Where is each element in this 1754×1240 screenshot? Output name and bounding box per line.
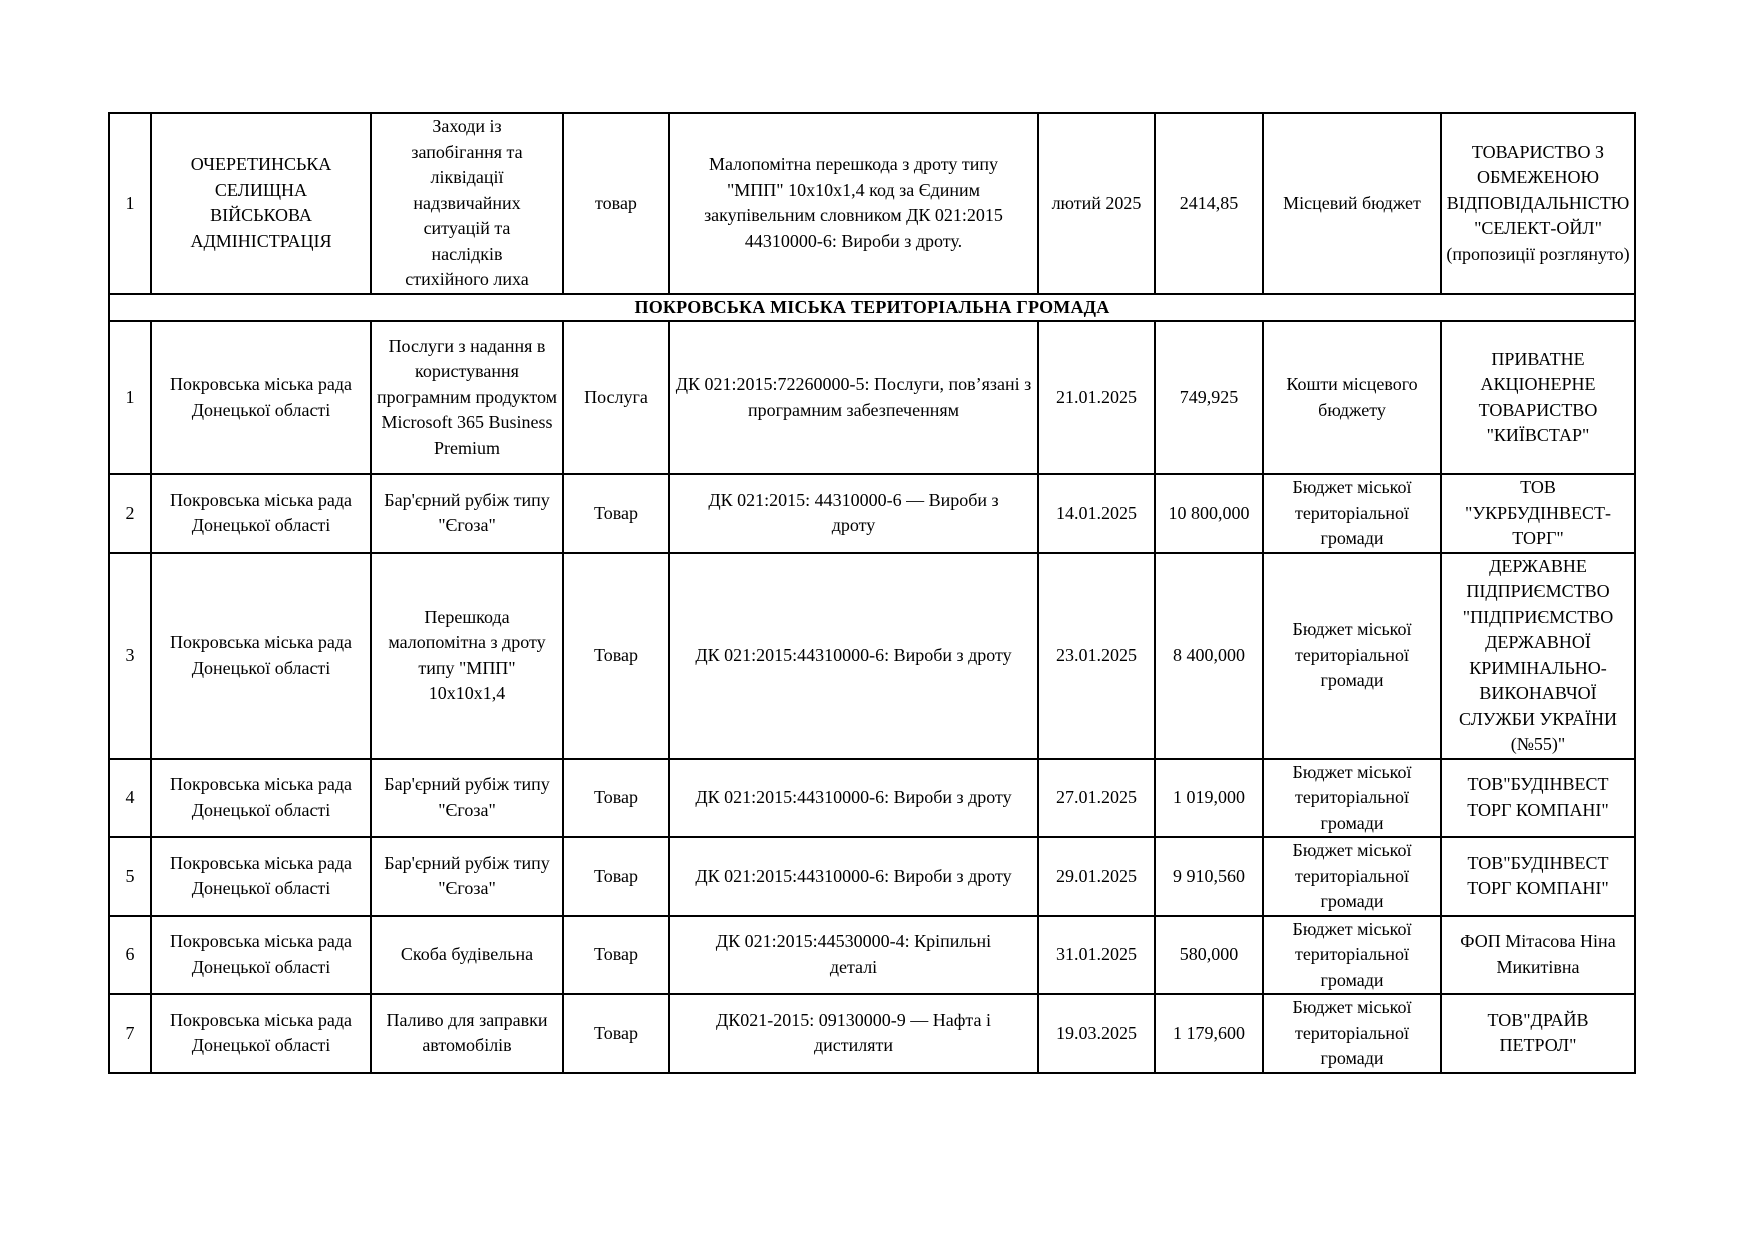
row-number: 1	[109, 321, 151, 474]
table-row	[109, 916, 1635, 995]
supplier-cell: ТОВ"БУДІНВЕСТ ТОРГ КОМПАНІ"	[1441, 837, 1635, 916]
type-cell: Товар	[563, 759, 669, 838]
source-cell: Бюджет міської територіальної громади	[1263, 994, 1441, 1073]
supplier-cell: ТОВ "УКРБУДІНВЕСТ-ТОРГ"	[1441, 474, 1635, 553]
purpose-cell: Послуги з надання в користування програмним продуктом Microsoft 365 Business Premium	[371, 321, 563, 474]
date-cell: 29.01.2025	[1038, 837, 1155, 916]
row-number: 7	[109, 994, 151, 1073]
document-page	[108, 112, 1634, 1074]
amount-cell: 749,925	[1155, 321, 1263, 474]
subject-cell: ДК 021:2015:44310000-6: Вироби з дроту	[669, 837, 1038, 916]
table-row	[109, 759, 1635, 838]
date-cell: 31.01.2025	[1038, 916, 1155, 995]
date-cell: 27.01.2025	[1038, 759, 1155, 838]
amount-cell: 9 910,560	[1155, 837, 1263, 916]
row-number: 4	[109, 759, 151, 838]
source-cell: Бюджет міської територіальної громади	[1263, 837, 1441, 916]
subject-cell: Малопомітна перешкода з дроту типу "МПП" 10х10х1,4 код за Єдиним закупівельним словником ДК 021:2015 44310000-6: Вироби з дроту.	[669, 113, 1038, 294]
type-cell: товар	[563, 113, 669, 294]
supplier-cell: ФОП Мітасова Ніна Микитівна	[1441, 916, 1635, 995]
supplier-cell: ДЕРЖАВНЕ ПІДПРИЄМСТВО "ПІДПРИЄМСТВО ДЕРЖАВНОЇ КРИМІНАЛЬНО-ВИКОНАВЧОЇ СЛУЖБИ УКРАЇНИ (№55)"	[1441, 553, 1635, 759]
customer-cell: Покровська міська рада Донецької області	[151, 553, 371, 759]
amount-cell: 2414,85	[1155, 113, 1263, 294]
date-cell: 23.01.2025	[1038, 553, 1155, 759]
source-cell: Бюджет міської територіальної громади	[1263, 553, 1441, 759]
section-row	[109, 294, 1635, 322]
supplier-cell: ТОВ"ДРАЙВ ПЕТРОЛ"	[1441, 994, 1635, 1073]
row-number: 3	[109, 553, 151, 759]
purpose-cell: Бар'єрний рубіж типу "Єгоза"	[371, 837, 563, 916]
supplier-cell: ПРИВАТНЕ АКЦІОНЕРНЕ ТОВАРИСТВО "КИЇВСТАР"	[1441, 321, 1635, 474]
customer-cell: Покровська міська рада Донецької області	[151, 994, 371, 1073]
source-cell: Бюджет міської територіальної громади	[1263, 759, 1441, 838]
source-cell: Кошти місцевого бюджету	[1263, 321, 1441, 474]
supplier-cell: ТОВАРИСТВО З ОБМЕЖЕНОЮ ВІДПОВІДАЛЬНІСТЮ "СЕЛЕКТ-ОЙЛ" (пропозиції розглянуто)	[1441, 113, 1635, 294]
amount-cell: 1 179,600	[1155, 994, 1263, 1073]
purpose-cell: Паливо для заправки автомобілів	[371, 994, 563, 1073]
amount-cell: 8 400,000	[1155, 553, 1263, 759]
subject-cell: ДК 021:2015: 44310000-6 — Вироби з дроту	[669, 474, 1038, 553]
amount-cell: 1 019,000	[1155, 759, 1263, 838]
subject-cell: ДК 021:2015:72260000-5: Послуги, пов’язані з програмним забезпеченням	[669, 321, 1038, 474]
customer-cell: Покровська міська рада Донецької області	[151, 916, 371, 995]
date-cell: 14.01.2025	[1038, 474, 1155, 553]
type-cell: Товар	[563, 837, 669, 916]
customer-cell: Покровська міська рада Донецької області	[151, 759, 371, 838]
row-number: 5	[109, 837, 151, 916]
table-row	[109, 837, 1635, 916]
source-cell: Бюджет міської територіальної громади	[1263, 916, 1441, 995]
row-number: 1	[109, 113, 151, 294]
source-cell: Місцевий бюджет	[1263, 113, 1441, 294]
table-row	[109, 553, 1635, 759]
subject-cell: ДК 021:2015:44310000-6: Вироби з дроту	[669, 553, 1038, 759]
source-cell: Бюджет міської територіальної громади	[1263, 474, 1441, 553]
amount-cell: 580,000	[1155, 916, 1263, 995]
purpose-cell: Перешкода малопомітна з дроту типу "МПП" 10х10х1,4	[371, 553, 563, 759]
customer-cell: Покровська міська рада Донецької області	[151, 321, 371, 474]
type-cell: Товар	[563, 994, 669, 1073]
table-row	[109, 994, 1635, 1073]
type-cell: Послуга	[563, 321, 669, 474]
subject-cell: ДК 021:2015:44530000-4: Кріпильні деталі	[669, 916, 1038, 995]
procurement-table	[108, 112, 1636, 1074]
customer-cell: ОЧЕРЕТИНСЬКА СЕЛИЩНА ВІЙСЬКОВА АДМІНІСТРАЦІЯ	[151, 113, 371, 294]
amount-cell: 10 800,000	[1155, 474, 1263, 553]
section-title: ПОКРОВСЬКА МІСЬКА ТЕРИТОРІАЛЬНА ГРОМАДА	[109, 294, 1635, 322]
type-cell: Товар	[563, 553, 669, 759]
date-cell: лютий 2025	[1038, 113, 1155, 294]
purpose-cell: Бар'єрний рубіж типу "Єгоза"	[371, 759, 563, 838]
customer-cell: Покровська міська рада Донецької області	[151, 474, 371, 553]
purpose-cell: Бар'єрний рубіж типу "Єгоза"	[371, 474, 563, 553]
subject-cell: ДК 021:2015:44310000-6: Вироби з дроту	[669, 759, 1038, 838]
subject-cell: ДК021-2015: 09130000-9 — Нафта і дистиляти	[669, 994, 1038, 1073]
supplier-cell: ТОВ"БУДІНВЕСТ ТОРГ КОМПАНІ"	[1441, 759, 1635, 838]
purpose-cell: Скоба будівельна	[371, 916, 563, 995]
type-cell: Товар	[563, 916, 669, 995]
table-row	[109, 321, 1635, 474]
date-cell: 21.01.2025	[1038, 321, 1155, 474]
row-number: 6	[109, 916, 151, 995]
table-row	[109, 113, 1635, 294]
customer-cell: Покровська міська рада Донецької області	[151, 837, 371, 916]
row-number: 2	[109, 474, 151, 553]
type-cell: Товар	[563, 474, 669, 553]
purpose-cell: Заходи із запобігання та ліквідації надзвичайних ситуацій та наслідків стихійного лиха	[371, 113, 563, 294]
date-cell: 19.03.2025	[1038, 994, 1155, 1073]
table-row	[109, 474, 1635, 553]
